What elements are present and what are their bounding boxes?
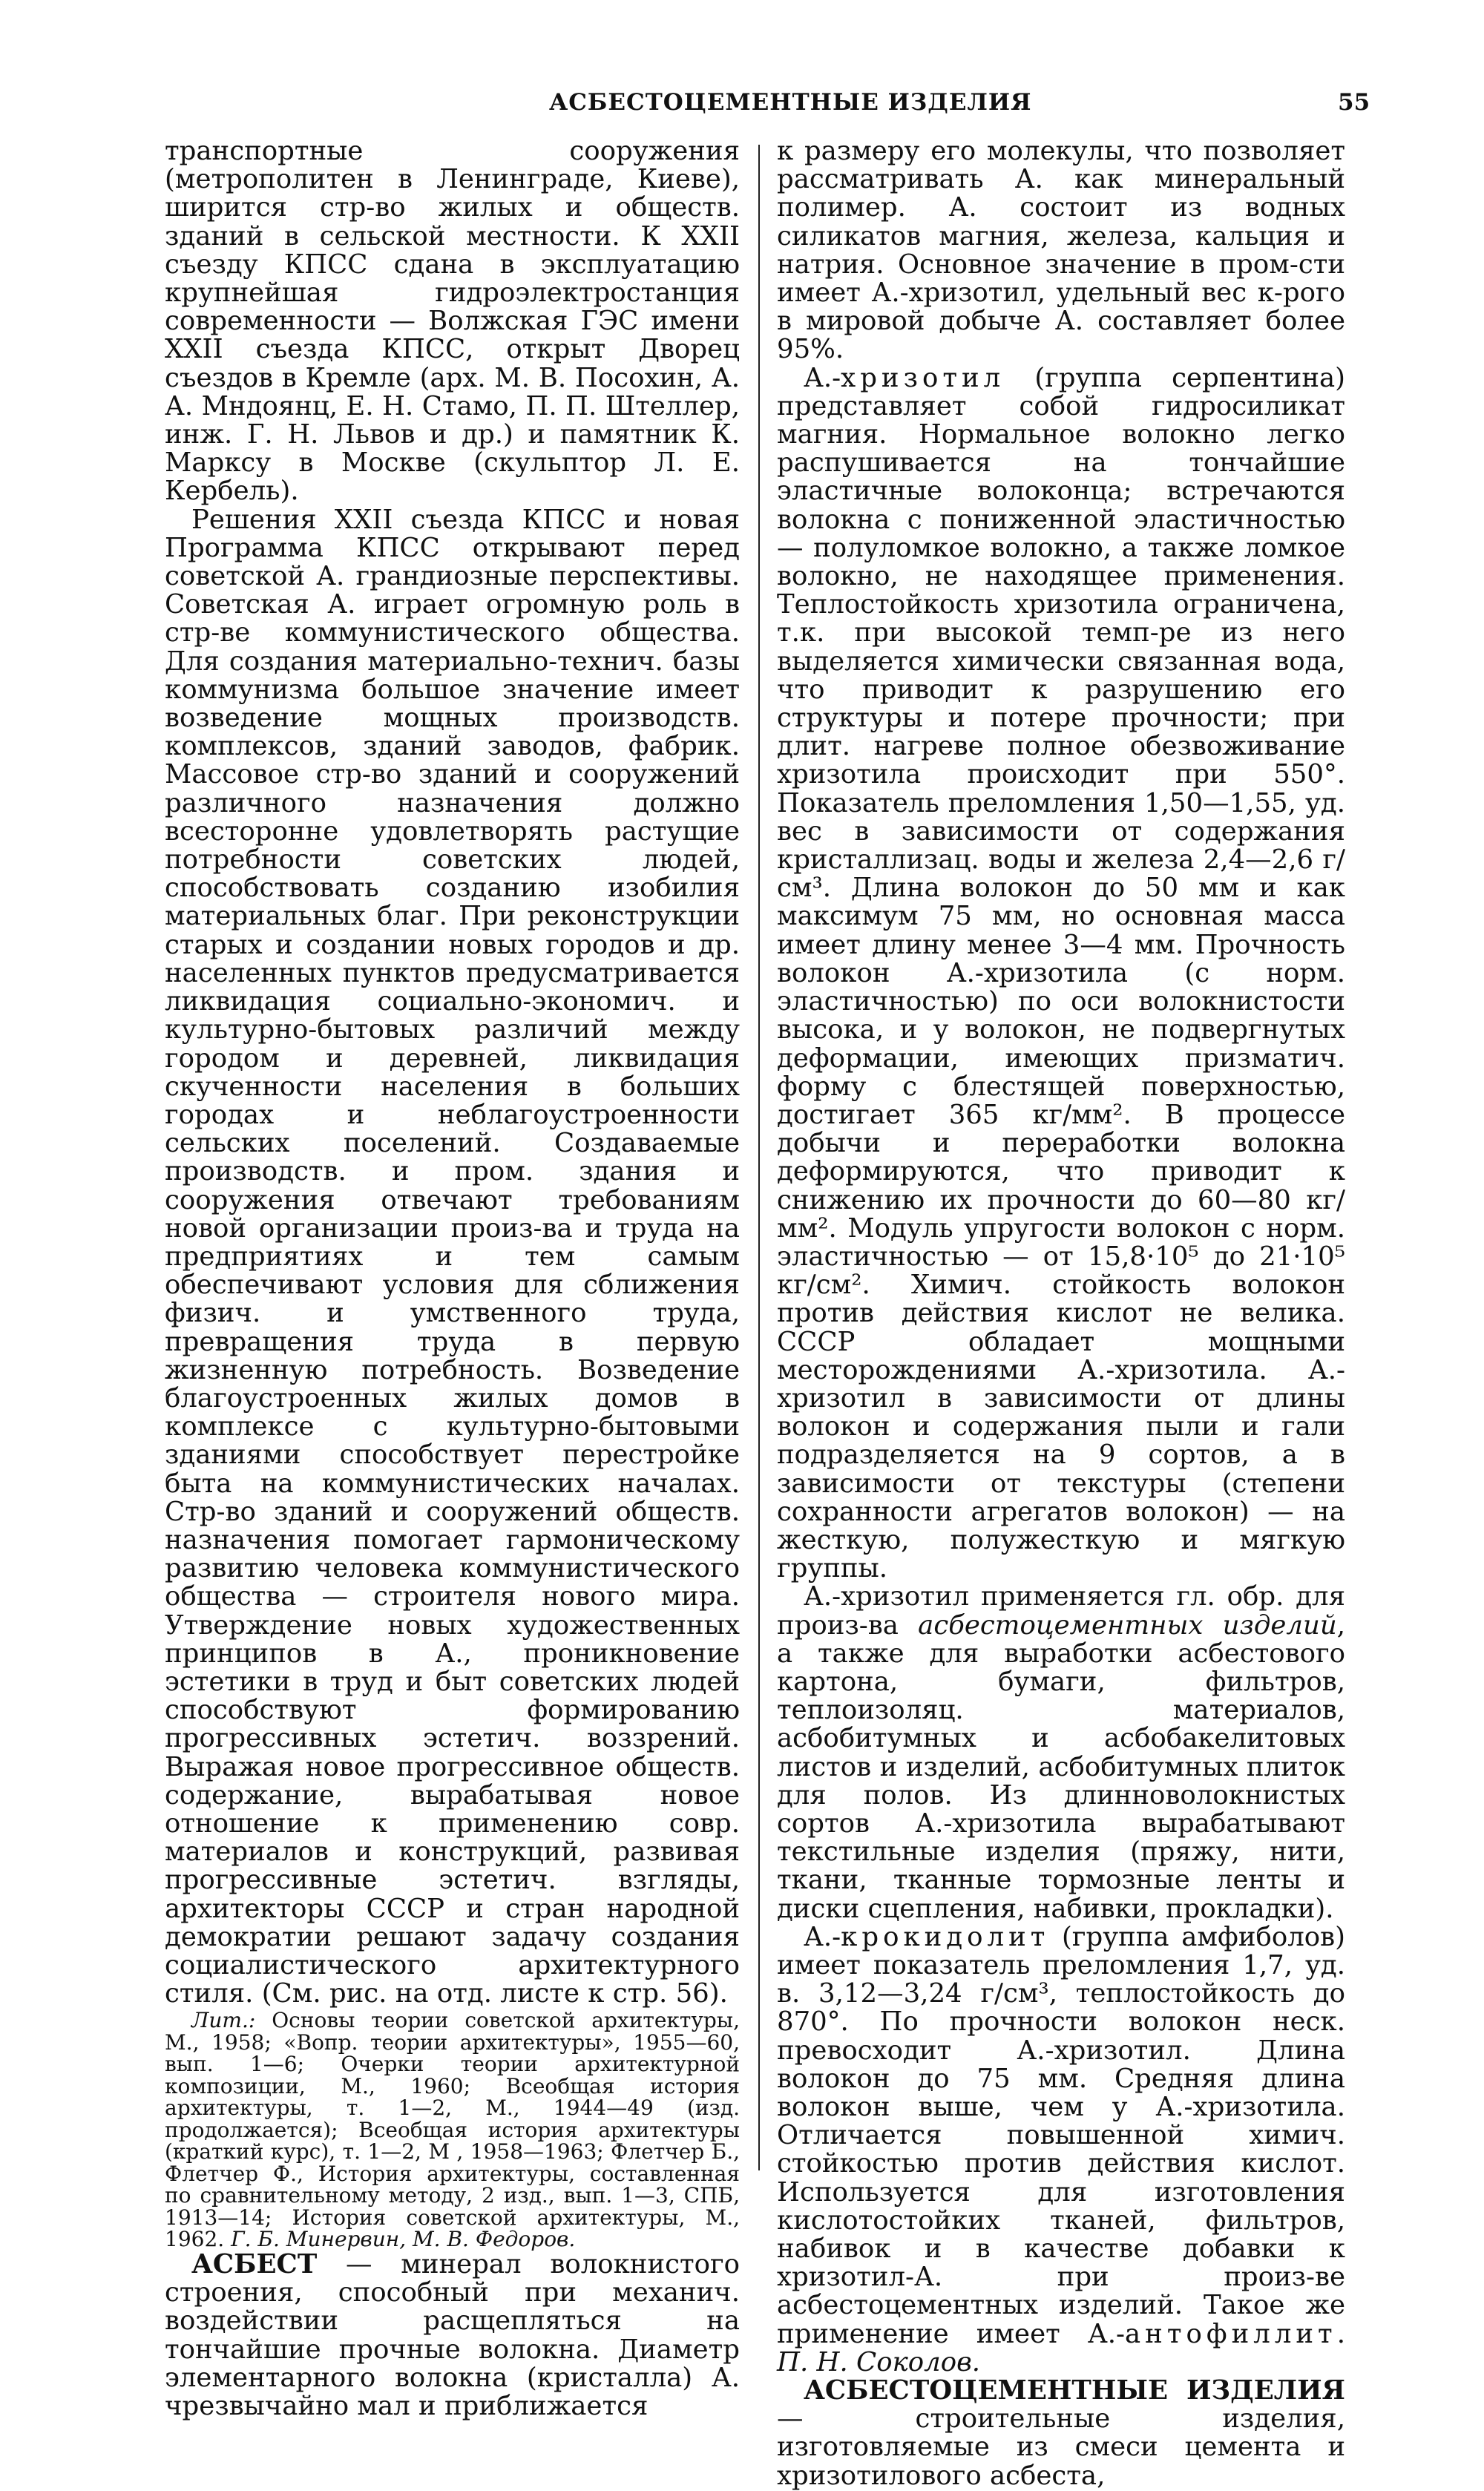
spaced-term-chrysotile: хризотил [841, 362, 1005, 393]
chrysotile-text: (группа серпентина) представляет собой гидросиликат магния. Нормальное волокно легко распушивается на тончайшие эластичные волоконца; встречаются волокна с пониженной эластичностью — полуломкое волокно, а также ломкое волокно, не находящее применения. Теплостойкость хризотила ограничена, т.к. при высокой темп-ре из него выделяется химически связанная вода, что приводит к разрушению его структуры и потере прочности; при длит. нагреве полное обезвоживание хризотила происходит при 550°. Показатель преломления 1,50—1,55, уд. вес в зависимости от содержания кристаллизац. воды и железа 2,4—2,6 г/см³. Длина волокон до 50 мм и как максимум 75 мм, но основная масса имеет длину менее 3—4 мм. Прочность волокон А.-хризотила (с норм. эластичностью) по оси волокнистости высока, и у волокон, не подвергнутых деформации, имеющих призматич. форму с блестящей поверхностью, достигает 365 кг/мм². В процессе добычи и переработки волокна деформируются, что приводит к снижению их прочности до 60—80 кг/мм². Модуль упругости волокон с норм. эластичностью — от 15,8·10⁵ до 21·10⁵ кг/см². Химич. стойкость волокон против действия кислот не велика. СССР обладает мощными месторождениями А.-хризотила. А.-хризотил в зависимости от длины волокон и содержания пыли и гали подразделяется на 9 сортов, а в зависимости от текстуры (степени сохранности агрегатов волокон) — на жесткую, полужесткую и мягкую группы. [777, 362, 1345, 1584]
article-author-right: П. Н. Соколов. [777, 2346, 981, 2377]
literature-label: Лит.: [191, 2008, 256, 2033]
literature-text: Основы теории советской архитектуры, М., 1958; «Вопр. теории архитектуры», 1955—60, вып. 1—6; Очерки теории архитектурной композиции, М., 1960; Всеобщая история архитектуры, т. 1—2, М., 1944—49 (изд. продолжается); Всеобщая история архитектуры (краткий курс), т. 1—2, М , 1958—1963; Флетчер Б., Флетчер Ф., История архитектуры, составленная по сравнительному методу, 2 изд., вып. 1—3, СПБ, 1913—14; История советской архитектуры, М., 1962. [165, 2008, 740, 2252]
paragraph-chrysotile [777, 364, 1345, 1583]
paragraph-chrysotile-use [777, 1583, 1345, 1923]
chrysotile-use-text-b: , а также для выработки асбестового картона, бумаги, фильтров, теплоизоляц. материалов, асбобитумных и асбобакелитовых листов и изделий, асбобитумных плиток для полов. Из длинноволокнистых сортов А.-хризотила вырабатывают текстильные изделия (пряжу, нити, ткани, тканные тормозные ленты и диски сцепления, набивки, прокладки). [777, 1609, 1345, 1924]
chrysotile-use-text-a: А.-хризотил применяется гл. обр. для произ-ва [777, 1581, 1345, 1641]
article-author: Г. Б. Минервин, М. В. Федоров. [231, 2227, 576, 2252]
page-number: 55 [1338, 89, 1370, 116]
entry-asbest [165, 2248, 740, 2421]
crocidolite-prefix: А.- [804, 1921, 841, 1952]
entry-term-asbest: АСБЕСТ [191, 2248, 318, 2280]
cross-reference-link[interactable]: асбестоцементных изделий [918, 1609, 1337, 1641]
entry-asbestos-cement-products [777, 2377, 1345, 2490]
chrysotile-prefix: А.- [804, 362, 841, 393]
left-column [165, 137, 740, 2421]
paragraph-architecture-end: транспортные сооружения (метрополитен в Ленинграде, Киеве), ширится стр-во жилых и обществ. зданий в сельской местности. К XXII съезду КПСС сдана в эксплуатацию крупнейшая гидроэлектростанция современности — Волжская ГЭС имени XXII съезда КПСС, открыт Дворец съездов в Кремле (арх. М. В. Посохин, А. А. Мндоянц, Е. Н. Стамо, П. П. Штеллер, инж. Г. Н. Львов и др.) и памятник К. Марксу в Москве (скульптор Л. Е. Кербель). [165, 136, 740, 507]
running-head-title: АСБЕСТОЦЕМЕНТНЫЕ ИЗДЕЛИЯ [549, 89, 1032, 116]
anthophyllite-end: . [1336, 2318, 1345, 2349]
spaced-term-crocidolite: крокидолит [841, 1921, 1050, 1952]
right-column [777, 137, 1345, 2490]
crocidolite-text: (группа амфиболов) имеет показатель преломления 1,7, уд. в. 3,12—3,24 г/см³, теплостойкость до 870°. По прочности волокон неск. превосходит А.-хризотил. Длина волокон до 75 мм. Средняя длина волокон выше, чем у А.-хризотила. Отличается повышенной химич. стойкостью против действия кислот. Используется для изготовления кислотостойких тканей, фильтров, набивок и в качестве добавки к хризотил-А. при произ-ве асбестоцементных изделий. Такое же применение имеет [777, 1921, 1345, 2349]
paragraph-crocidolite [777, 1923, 1345, 2377]
literature-references [165, 2009, 740, 2251]
entry-term-asbestos-cement: АСБЕСТОЦЕМЕНТНЫЕ ИЗДЕЛИЯ [804, 2375, 1345, 2406]
spaced-term-anthophyllite: антофиллит [1125, 2318, 1337, 2349]
anthophyllite-prefix: А.- [1087, 2318, 1125, 2349]
entry-text-asbestos-cement: — строительные изделия, изготовляемые из смеси цемента и хризотилового асбеста, [777, 2403, 1345, 2491]
paragraph-asbest-continued: к размеру его молекулы, что позволяет рассматривать А. как минеральный полимер. А. состоит из водных силикатов магния, железа, кальция и натрия. Основное значение в пром-сти имеет А.-хризотил, удельный вес к-рого в мировой добыче А. составляет более 95%. [777, 136, 1345, 365]
column-divider [758, 145, 760, 2170]
paragraph-xxii-congress: Решения XXII съезда КПСС и новая Программа КПСС открывают перед советской А. грандиозные перспективы. Советская А. играет огромную роль в стр-ве коммунистического общества. Для создания материально-технич. базы коммунизма большое значение имеет возведение мощных производств. комплексов, зданий заводов, фабрик. Массовое стр-во зданий и сооружений различного назначения должно всесторонне удовлетворять растущие потребности советских людей, способствовать созданию изобилия материальных благ. При реконструкции старых и создании новых городов и др. населенных пунктов предусматривается ликвидация социально-экономич. и культурно-бытовых различий между городом и деревней, ликвидация скученности населения в больших городах и неблагоустроенности сельских поселений. Создаваемые производств. и пром. здания и сооружения отвечают требованиям новой организации произ-ва и труда на предприятиях и тем самым обеспечивают условия для сближения физич. и умственного труда, превращения труда в первую жизненную потребность. Возведение благоустроенных жилых домов в комплексе с культурно-бытовыми зданиями способствует перестройке быта на коммунистических началах. Стр-во зданий и сооружений обществ. назначения помогает гармоническому развитию человека коммунистического общества — строителя нового мира. Утверждение новых художественных принципов в А., проникновение эстетики в труд и быт советских людей способствуют формированию прогрессивных эстетич. воззрений. Выражая новое прогрессивное обществ. содержание, вырабатывая новое отношение к применению совр. материалов и конструкций, развивая прогрессивные эстетич. взгляды, архитекторы СССР и стран народной демократии решают задачу создания социалистического архитектурного стиля. (См. рис. на отд. листе к стр. 56). [165, 504, 740, 2009]
entry-text-asbest: — минерал волокнистого строения, способный при механич. воздействии расщепляться на тончайшие прочные волокна. Диаметр элементарного волокна (кристалла) А. чрезвычайно мал и приближается [165, 2248, 740, 2421]
